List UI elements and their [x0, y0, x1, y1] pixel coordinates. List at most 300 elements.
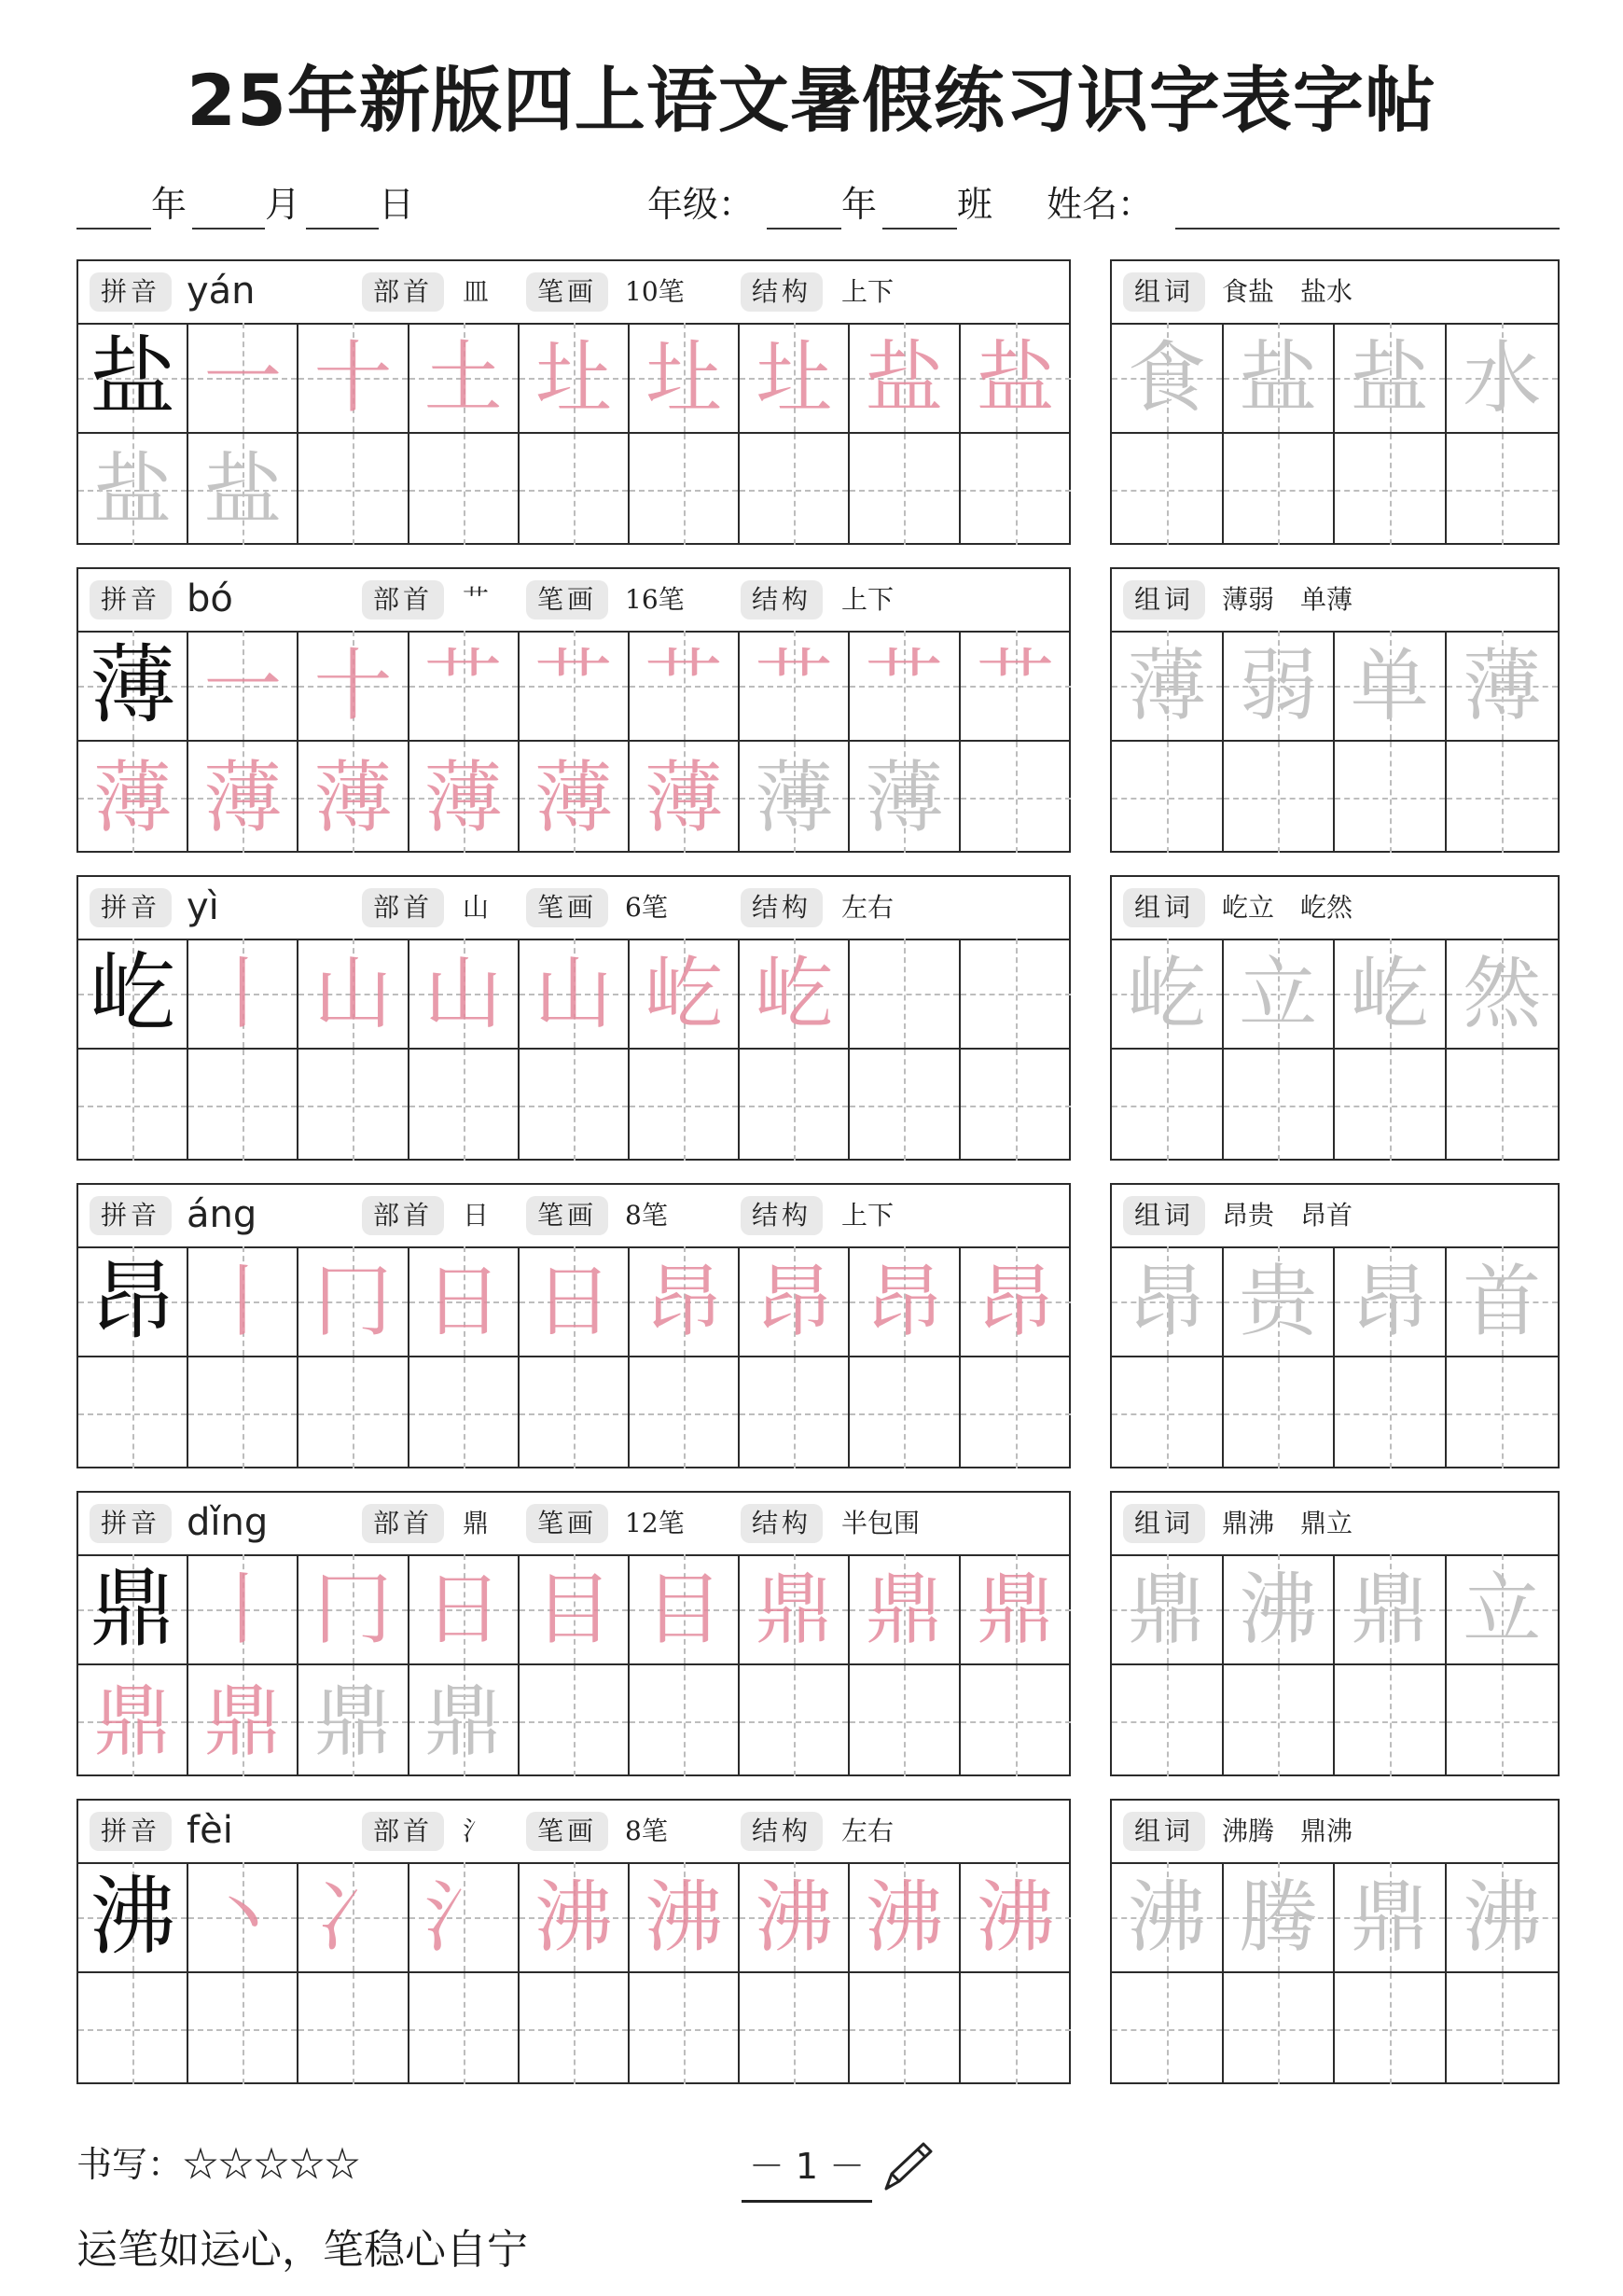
words-tag: 组词 [1123, 1812, 1205, 1851]
stroke-step-char: 冫 [313, 1871, 393, 1963]
day-label: 日 [379, 184, 415, 225]
practice-cell[interactable] [630, 1973, 740, 2084]
word-cell[interactable] [1447, 742, 1559, 853]
radical-value: 山 [463, 892, 490, 923]
words-tag: 组词 [1123, 1196, 1205, 1235]
practice-cell[interactable] [961, 1246, 1071, 1357]
stroke-step-char: 圵 [645, 331, 724, 424]
practice-cell[interactable] [298, 434, 409, 545]
word-grid [1112, 939, 1558, 1161]
practice-cell[interactable] [409, 323, 520, 434]
structure-value: 半包围 [841, 1508, 921, 1538]
words-tag: 组词 [1123, 888, 1205, 927]
stroke-step-char: 薄 [645, 751, 724, 843]
tianzige-grid [78, 323, 1071, 545]
practice-cell[interactable] [78, 1973, 188, 2084]
practice-cell[interactable] [961, 631, 1071, 742]
practice-cell[interactable] [409, 1862, 520, 1973]
practice-cell[interactable] [78, 1554, 188, 1665]
practice-cell[interactable] [740, 1862, 850, 1973]
model-char: 薄 [90, 634, 176, 735]
radical-tag: 部首 [362, 888, 444, 927]
model-char: 昂 [90, 1250, 176, 1351]
stroke-step-char: 薄 [534, 751, 613, 843]
practice-cell[interactable] [740, 1973, 850, 2084]
word-cell[interactable] [1224, 1665, 1336, 1776]
page-number: － 1 － [748, 2146, 866, 2187]
practice-cell[interactable] [188, 631, 298, 742]
pinyin-tag: 拼音 [90, 1196, 172, 1235]
strokes-value: 8笔 [625, 1816, 668, 1846]
practice-cell[interactable] [961, 939, 1071, 1050]
practice-cell[interactable] [298, 1973, 409, 2084]
stroke-step-char: 沸 [865, 1871, 944, 1963]
word-cell[interactable] [1447, 1554, 1559, 1665]
practice-cell[interactable] [409, 1246, 520, 1357]
stroke-step-char: 山 [313, 947, 393, 1039]
char-practice-panel [76, 1799, 1071, 2084]
practice-cell[interactable] [740, 1554, 850, 1665]
structure-tag: 结构 [741, 1196, 823, 1235]
radical-tag: 部首 [362, 1196, 444, 1235]
practice-cell[interactable] [961, 1554, 1071, 1665]
practice-cell[interactable] [740, 1050, 850, 1161]
practice-cell[interactable] [850, 323, 960, 434]
practice-cell[interactable] [78, 1862, 188, 1973]
practice-cell[interactable] [850, 1357, 960, 1468]
practice-cell[interactable] [78, 742, 188, 853]
word-cell[interactable] [1447, 1246, 1559, 1357]
practice-cell[interactable] [630, 1862, 740, 1973]
word-cell[interactable] [1335, 939, 1447, 1050]
practice-cell[interactable] [961, 1973, 1071, 2084]
word-trace-char: 单 [1350, 639, 1429, 731]
word-cell[interactable] [1224, 631, 1336, 742]
word-trace-char: 昂 [1350, 1255, 1429, 1347]
word-trace-char: 鼎 [1350, 1563, 1429, 1655]
word-cell[interactable] [1112, 1665, 1224, 1776]
practice-cell[interactable] [188, 1246, 298, 1357]
practice-cell[interactable] [850, 1246, 960, 1357]
word-cell[interactable] [1335, 1665, 1447, 1776]
model-char: 鼎 [90, 1558, 176, 1659]
word-cell[interactable] [1112, 1246, 1224, 1357]
practice-cell[interactable] [520, 631, 630, 742]
class-unit: 班 [957, 184, 993, 225]
tianzige-grid [78, 939, 1071, 1161]
tianzige-grid [78, 1246, 1071, 1468]
stroke-step-char: 目 [645, 1563, 724, 1655]
word-header [1112, 1801, 1558, 1864]
word-cell[interactable] [1112, 1973, 1224, 2084]
word-cell[interactable] [1112, 323, 1224, 434]
word-cell[interactable] [1224, 434, 1336, 545]
char-block [76, 1491, 1560, 1776]
word-cell[interactable] [1224, 742, 1336, 853]
year-blank[interactable] [76, 228, 151, 230]
word-trace-char: 立 [1463, 1563, 1542, 1655]
practice-cell[interactable] [409, 1357, 520, 1468]
practice-cell[interactable] [850, 1554, 960, 1665]
practice-cell[interactable] [961, 1862, 1071, 1973]
strokes-tag: 笔画 [526, 272, 608, 312]
practice-cell[interactable] [298, 1862, 409, 1973]
pinyin-value: áng [187, 1193, 257, 1236]
stroke-step-char: 盐 [865, 331, 944, 424]
practice-cell[interactable] [298, 1246, 409, 1357]
stroke-step-char: 艹 [976, 639, 1055, 731]
radical-value: 鼎 [463, 1508, 490, 1538]
word-cell[interactable] [1447, 939, 1559, 1050]
model-char: 盐 [90, 327, 176, 427]
stroke-step-char: 薄 [203, 751, 283, 843]
word-cell[interactable] [1335, 1050, 1447, 1161]
word-cell[interactable] [1224, 1862, 1336, 1973]
practice-cell[interactable] [630, 742, 740, 853]
practice-cell[interactable] [409, 1050, 520, 1161]
class-blank[interactable] [882, 228, 957, 230]
strokes-tag: 笔画 [526, 1504, 608, 1543]
stroke-step-char: 薄 [755, 751, 834, 843]
word-cell[interactable] [1112, 631, 1224, 742]
practice-cell[interactable] [409, 631, 520, 742]
word-trace-char: 首 [1463, 1255, 1542, 1347]
writing-rating: 书写：☆☆☆☆☆ [76, 2144, 361, 2185]
practice-cell[interactable] [520, 1973, 630, 2084]
practice-cell[interactable] [850, 434, 960, 545]
pinyin-value: yán [187, 270, 256, 313]
word-grid [1112, 323, 1558, 545]
structure-value: 上下 [841, 276, 895, 307]
word-cell[interactable] [1447, 434, 1559, 545]
stroke-step-char: 薄 [865, 751, 944, 843]
pinyin-tag: 拼音 [90, 272, 172, 312]
practice-cell[interactable] [520, 1050, 630, 1161]
practice-cell[interactable] [630, 631, 740, 742]
structure-tag: 结构 [741, 888, 823, 927]
grade-blank[interactable] [767, 228, 841, 230]
day-blank[interactable] [306, 228, 379, 230]
word-cell[interactable] [1335, 1554, 1447, 1665]
page-title: 25年新版四上语文暑假练习识字表字帖 [187, 59, 1436, 142]
word-trace-char: 腾 [1239, 1871, 1318, 1963]
stroke-step-char: 一 [203, 331, 283, 424]
practice-cell[interactable] [78, 1357, 188, 1468]
practice-cell[interactable] [298, 631, 409, 742]
word-cell[interactable] [1224, 1050, 1336, 1161]
practice-cell[interactable] [520, 323, 630, 434]
practice-cell[interactable] [740, 1665, 850, 1776]
practice-cell[interactable] [961, 1665, 1071, 1776]
practice-cell[interactable] [520, 1665, 630, 1776]
practice-cell[interactable] [740, 631, 850, 742]
stroke-step-char: 山 [423, 947, 503, 1039]
practice-cell[interactable] [188, 1050, 298, 1161]
practice-cell[interactable] [520, 939, 630, 1050]
char-practice-panel [76, 567, 1071, 853]
practice-cell[interactable] [850, 939, 960, 1050]
practice-cell[interactable] [961, 434, 1071, 545]
word-header [1112, 877, 1558, 940]
stroke-step-char: 日 [423, 1255, 503, 1347]
strokes-tag: 笔画 [526, 580, 608, 619]
practice-cell[interactable] [740, 1246, 850, 1357]
structure-tag: 结构 [741, 1812, 823, 1851]
strokes-value: 6笔 [625, 892, 668, 923]
word-cell[interactable] [1335, 434, 1447, 545]
word-grid [1112, 1246, 1558, 1468]
structure-value: 左右 [841, 1816, 895, 1846]
practice-cell[interactable] [409, 434, 520, 545]
strokes-tag: 笔画 [526, 1812, 608, 1851]
words-tag: 组词 [1123, 580, 1205, 619]
practice-cell[interactable] [630, 1554, 740, 1665]
word-trace-char: 昂 [1127, 1255, 1206, 1347]
word-trace-char: 薄 [1463, 639, 1542, 731]
practice-cell[interactable] [740, 434, 850, 545]
practice-cell[interactable] [298, 1554, 409, 1665]
practice-cell[interactable] [961, 742, 1071, 853]
practice-cell[interactable] [520, 1862, 630, 1973]
word-cell[interactable] [1112, 1554, 1224, 1665]
practice-cell[interactable] [78, 631, 188, 742]
practice-cell[interactable] [520, 742, 630, 853]
stroke-step-char: 丨 [203, 1255, 283, 1347]
word-panel [1110, 567, 1560, 853]
words-value: 鼎沸 鼎立 [1222, 1508, 1353, 1538]
word-cell[interactable] [1335, 1357, 1447, 1468]
year-label: 年 [151, 184, 187, 225]
word-grid [1112, 631, 1558, 853]
page-number-underline [742, 2200, 872, 2203]
stroke-step-char: 丶 [203, 1871, 283, 1963]
word-cell[interactable] [1335, 1862, 1447, 1973]
stroke-step-char: 圵 [755, 331, 834, 424]
practice-cell[interactable] [188, 1862, 298, 1973]
strokes-value: 8笔 [625, 1200, 668, 1231]
words-value: 屹立 屹然 [1222, 892, 1353, 923]
practice-cell[interactable] [630, 1665, 740, 1776]
practice-cell[interactable] [850, 742, 960, 853]
stroke-step-char: 屹 [645, 947, 724, 1039]
practice-cell[interactable] [409, 1554, 520, 1665]
stroke-step-char: 沸 [755, 1871, 834, 1963]
radical-tag: 部首 [362, 580, 444, 619]
word-panel [1110, 1491, 1560, 1776]
practice-cell[interactable] [630, 1050, 740, 1161]
word-trace-char: 沸 [1127, 1871, 1206, 1963]
stroke-step-char: 十 [313, 331, 393, 424]
word-panel [1110, 875, 1560, 1161]
words-value: 沸腾 鼎沸 [1222, 1816, 1353, 1846]
word-cell[interactable] [1335, 742, 1447, 853]
pinyin-value: bó [187, 577, 233, 620]
practice-cell[interactable] [740, 939, 850, 1050]
stroke-step-char: 昂 [645, 1255, 724, 1347]
char-info-header [78, 1493, 1069, 1556]
practice-cell[interactable] [961, 1050, 1071, 1161]
practice-cell[interactable] [188, 1554, 298, 1665]
radical-value: 艹 [463, 584, 490, 615]
practice-cell[interactable] [630, 434, 740, 545]
name-blank[interactable] [1175, 228, 1560, 230]
practice-cell[interactable] [188, 434, 298, 545]
char-block [76, 259, 1560, 545]
practice-cell[interactable] [188, 1665, 298, 1776]
practice-cell[interactable] [188, 1973, 298, 2084]
tianzige-grid [78, 1554, 1071, 1776]
word-cell[interactable] [1224, 1357, 1336, 1468]
practice-cell[interactable] [630, 1246, 740, 1357]
practice-cell[interactable] [298, 742, 409, 853]
word-cell[interactable] [1112, 742, 1224, 853]
word-cell[interactable] [1224, 939, 1336, 1050]
practice-cell[interactable] [78, 1665, 188, 1776]
practice-cell[interactable] [850, 1973, 960, 2084]
practice-cell[interactable] [298, 1357, 409, 1468]
practice-cell[interactable] [188, 742, 298, 853]
word-cell[interactable] [1335, 1246, 1447, 1357]
word-cell[interactable] [1112, 434, 1224, 545]
char-block [76, 875, 1560, 1161]
month-label: 月 [265, 184, 301, 225]
word-trace-char: 鼎 [1127, 1563, 1206, 1655]
practice-cell[interactable] [630, 1357, 740, 1468]
radical-tag: 部首 [362, 1812, 444, 1851]
practice-cell[interactable] [630, 939, 740, 1050]
practice-cell[interactable] [298, 323, 409, 434]
word-header [1112, 1185, 1558, 1248]
pinyin-value: yì [187, 885, 219, 928]
strokes-value: 16笔 [625, 584, 685, 615]
practice-cell[interactable] [520, 1554, 630, 1665]
word-cell[interactable] [1447, 1357, 1559, 1468]
tianzige-grid [78, 631, 1071, 853]
practice-cell[interactable] [78, 1246, 188, 1357]
practice-cell[interactable] [78, 1050, 188, 1161]
practice-cell[interactable] [188, 323, 298, 434]
word-cell[interactable] [1224, 1973, 1336, 2084]
practice-cell[interactable] [961, 1357, 1071, 1468]
word-cell[interactable] [1112, 1862, 1224, 1973]
stroke-step-char: 冂 [313, 1563, 393, 1655]
name-label: 姓名： [1047, 184, 1154, 225]
words-value: 昂贵 昂首 [1222, 1200, 1353, 1231]
radical-tag: 部首 [362, 1504, 444, 1543]
word-cell[interactable] [1447, 323, 1559, 434]
words-value: 食盐 盐水 [1222, 276, 1353, 307]
word-cell[interactable] [1112, 1050, 1224, 1161]
practice-cell[interactable] [740, 323, 850, 434]
word-cell[interactable] [1224, 1246, 1336, 1357]
stroke-step-char: 鼎 [865, 1563, 944, 1655]
stroke-step-char: 冂 [313, 1255, 393, 1347]
practice-cell[interactable] [520, 434, 630, 545]
practice-cell[interactable] [78, 434, 188, 545]
word-trace-char: 鼎 [1350, 1871, 1429, 1963]
word-trace-char: 盐 [1350, 331, 1429, 424]
stroke-step-char: 沸 [976, 1871, 1055, 1963]
practice-cell[interactable] [409, 939, 520, 1050]
practice-cell[interactable] [188, 1357, 298, 1468]
stroke-step-char: 目 [534, 1563, 613, 1655]
word-cell[interactable] [1335, 631, 1447, 742]
radical-value: 日 [463, 1200, 490, 1231]
word-cell[interactable] [1112, 1357, 1224, 1468]
stroke-step-char: 艹 [534, 639, 613, 731]
stroke-step-char: 鼎 [423, 1675, 503, 1767]
word-cell[interactable] [1447, 1973, 1559, 2084]
stroke-step-char: 艹 [645, 639, 724, 731]
stroke-step-char: 丨 [203, 947, 283, 1039]
practice-cell[interactable] [740, 742, 850, 853]
practice-cell[interactable] [630, 323, 740, 434]
char-info-header [78, 877, 1069, 940]
practice-cell[interactable] [740, 1357, 850, 1468]
strokes-tag: 笔画 [526, 888, 608, 927]
word-trace-char: 屹 [1127, 947, 1206, 1039]
practice-cell[interactable] [78, 323, 188, 434]
practice-cell[interactable] [850, 1862, 960, 1973]
strokes-value: 12笔 [625, 1508, 685, 1538]
practice-cell[interactable] [850, 631, 960, 742]
radical-tag: 部首 [362, 272, 444, 312]
practice-cell[interactable] [298, 1665, 409, 1776]
word-trace-char: 贵 [1239, 1255, 1318, 1347]
practice-cell[interactable] [409, 1665, 520, 1776]
word-cell[interactable] [1335, 1973, 1447, 2084]
practice-cell[interactable] [409, 1973, 520, 2084]
word-trace-char: 盐 [1239, 331, 1318, 424]
practice-cell[interactable] [298, 1050, 409, 1161]
word-cell[interactable] [1112, 939, 1224, 1050]
stroke-step-char: 十 [313, 639, 393, 731]
word-cell[interactable] [1447, 1050, 1559, 1161]
stroke-step-char: 盐 [976, 331, 1055, 424]
word-trace-char: 然 [1463, 947, 1542, 1039]
word-trace-char: 水 [1463, 331, 1542, 424]
practice-cell[interactable] [409, 742, 520, 853]
word-trace-char: 沸 [1463, 1871, 1542, 1963]
practice-cell[interactable] [78, 939, 188, 1050]
practice-cell[interactable] [520, 1246, 630, 1357]
tianzige-grid [78, 1862, 1071, 2084]
strokes-value: 10笔 [625, 276, 685, 307]
practice-cell[interactable] [188, 939, 298, 1050]
stroke-step-char: 盐 [93, 443, 173, 536]
practice-cell[interactable] [850, 1050, 960, 1161]
month-blank[interactable] [192, 228, 265, 230]
word-cell[interactable] [1224, 1554, 1336, 1665]
word-header [1112, 569, 1558, 633]
practice-cell[interactable] [520, 1357, 630, 1468]
word-trace-char: 屹 [1350, 947, 1429, 1039]
word-cell[interactable] [1447, 1862, 1559, 1973]
char-practice-panel [76, 1183, 1071, 1468]
char-block [76, 1799, 1560, 2084]
stroke-step-char: 昂 [865, 1255, 944, 1347]
word-cell[interactable] [1447, 1665, 1559, 1776]
word-cell[interactable] [1335, 323, 1447, 434]
practice-cell[interactable] [961, 323, 1071, 434]
word-cell[interactable] [1447, 631, 1559, 742]
practice-cell[interactable] [850, 1665, 960, 1776]
pinyin-value: fèi [187, 1809, 233, 1852]
practice-cell[interactable] [298, 939, 409, 1050]
word-cell[interactable] [1224, 323, 1336, 434]
strokes-tag: 笔画 [526, 1196, 608, 1235]
info-line [76, 177, 1560, 233]
